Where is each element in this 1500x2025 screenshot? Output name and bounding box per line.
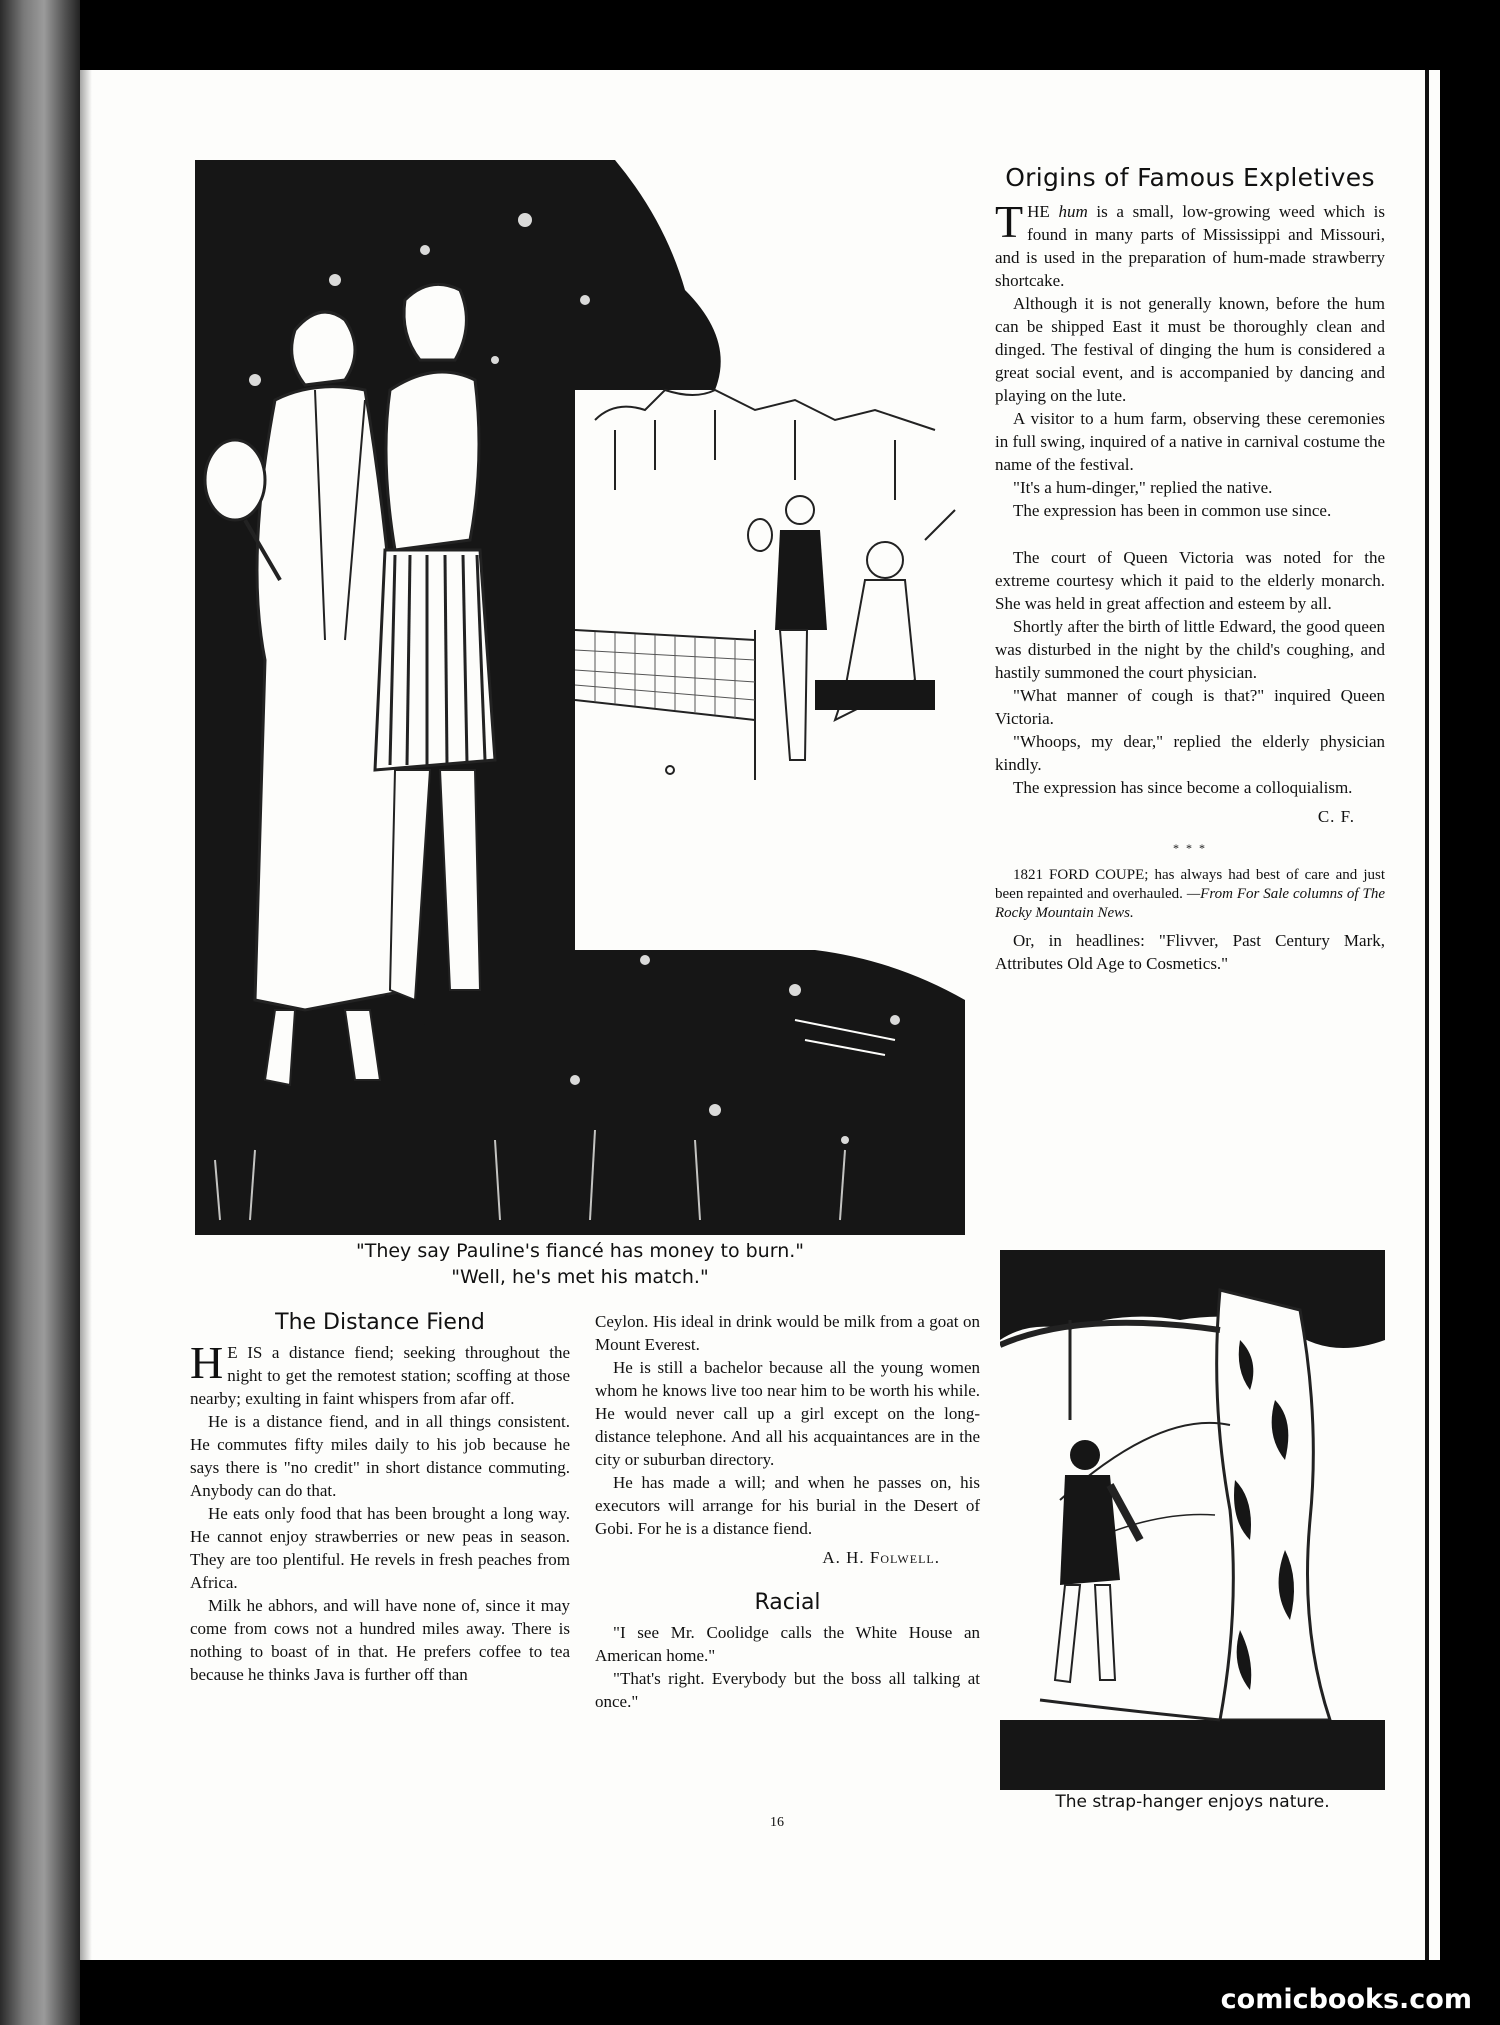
- distance-fiend-column-2: [595, 1310, 980, 1713]
- main-illustration-caption: [220, 1238, 940, 1290]
- origins-paragraph-8: "What manner of cough is that?" inquired Queen Victoria.: [995, 686, 1385, 728]
- origins-paragraph-4: "It's a hum-dinger," replied the native.: [1013, 478, 1273, 497]
- origins-p1-rest: is a small, low-growing weed which is found in many parts of Mississippi and Missouri, and is used in the preparation of hum-made strawberry shortcake.: [995, 202, 1386, 290]
- distance-fiend-column-1: [190, 1310, 570, 1686]
- origins-title: Origins of Famous Expletives: [1005, 163, 1375, 192]
- origins-italic-word: hum: [1058, 202, 1088, 221]
- ford-ad-source: —From For Sale columns of The Rocky Mountain News.: [995, 886, 1385, 921]
- distance-fiend-lead: E IS: [227, 1343, 263, 1362]
- distance-fiend-dropcap: H: [190, 1337, 224, 1388]
- origins-paragraph-10: The expression has since become a colloquialism.: [1013, 778, 1353, 797]
- origins-paragraph-9: "Whoops, my dear," replied the elderly physician kindly.: [995, 732, 1385, 774]
- origins-paragraph-5: The expression has been in common use since.: [1013, 501, 1332, 520]
- distance-fiend-paragraph-5: He is still a bachelor because all the young women whom he knows live too near him to be worth his while. He would never call up a girl except on the long-distance telephone. And all his acquaintances are in the city or suburban directory.: [595, 1358, 980, 1469]
- ford-headline-text: Or, in headlines: "Flivver, Past Century Mark, Attributes Old Age to Cosmetics.": [995, 931, 1385, 973]
- page-edge-line: [1425, 70, 1429, 1960]
- distance-fiend-paragraph-1: [190, 1337, 571, 1410]
- origins-paragraph-1: [995, 196, 1386, 292]
- racial-title: Racial: [754, 1590, 821, 1615]
- distance-fiend-paragraph-6: He has made a will; and when he passes on, his executors will arrange for his burial in the Desert of Gobi. For he is a distance fiend.: [595, 1473, 980, 1538]
- separator-stars: * * *: [1173, 841, 1207, 855]
- origins-paragraph-6: The court of Queen Victoria was noted for the extreme courtesy which it paid to the elderly monarch. She was held in great affection and esteem by all.: [995, 548, 1385, 613]
- ford-ad-body: 1821 FORD COUPE; has always had best of care and just been repainted and overhauled.: [995, 867, 1385, 902]
- racial-paragraph-2: "That's right. Everybody but the boss all talking at once.": [595, 1669, 980, 1711]
- origins-article: [995, 163, 1385, 975]
- origins-paragraph-7: Shortly after the birth of little Edward, the good queen was disturbed in the night by the child's coughing, and hastily summoned the court physician.: [995, 617, 1385, 682]
- caption-line-2: "Well, he's met his match.": [451, 1266, 709, 1288]
- origins-lead: HE: [1027, 202, 1050, 221]
- origins-paragraph-3: A visitor to a hum farm, observing these ceremonies in full swing, inquired of a native in carnival costume the name of the festival.: [995, 409, 1385, 474]
- page-number: 16: [770, 1815, 784, 1830]
- origins-dropcap: T: [995, 196, 1024, 247]
- book-spine: [0, 0, 80, 2025]
- caption-line-1: "They say Pauline's fiancé has money to burn.": [355, 1240, 805, 1262]
- page-gutter-shadow: [80, 70, 92, 1960]
- distance-fiend-signature: A. H. Folwell.: [822, 1548, 940, 1567]
- distance-fiend-paragraph-4: Milk he abhors, and will have none of, since it may come from cows not a hundred miles away. There is nothing to boast of in that. He prefers coffee to tea because he thinks Java is further off than: [190, 1596, 570, 1684]
- watermark: comicbooks.com: [1220, 1984, 1472, 2015]
- distance-fiend-paragraph-4-cont: Ceylon. His ideal in drink would be milk from a goat on Mount Everest.: [595, 1312, 980, 1354]
- distance-fiend-p1-rest: a distance fiend; seeking throughout the night to get the remotest station; scoffing at those nearby; exulting in faint whispers from afar off.: [190, 1343, 571, 1408]
- tennis-illustration: [195, 160, 965, 1235]
- distance-fiend-title: The Distance Fiend: [275, 1310, 485, 1335]
- ford-ad-text: [995, 866, 1385, 923]
- distance-fiend-paragraph-3: He eats only food that has been brought a long way. He cannot enjoy strawberries or new peas in season. They are too plentiful. He revels in fresh peaches from Africa.: [190, 1504, 570, 1592]
- racial-paragraph-1: "I see Mr. Coolidge calls the White House an American home.": [595, 1623, 980, 1665]
- strap-hanger-illustration: [1000, 1250, 1385, 1790]
- origins-paragraph-2: Although it is not generally known, before the hum can be shipped East it must be thoroughly clean and dinged. The festival of dinging the hum is considered a great social event, and is accompanied by dancing and playing on the lute.: [995, 294, 1385, 405]
- origins-signature: C. F.: [1317, 807, 1355, 826]
- distance-fiend-paragraph-2: He is a distance fiend, and in all things consistent. He commutes fifty miles daily to his job because he says there is "no credit" in short distance commuting. Anybody can do that.: [190, 1412, 570, 1500]
- strap-hanger-caption: The strap-hanger enjoys nature.: [1055, 1792, 1330, 1812]
